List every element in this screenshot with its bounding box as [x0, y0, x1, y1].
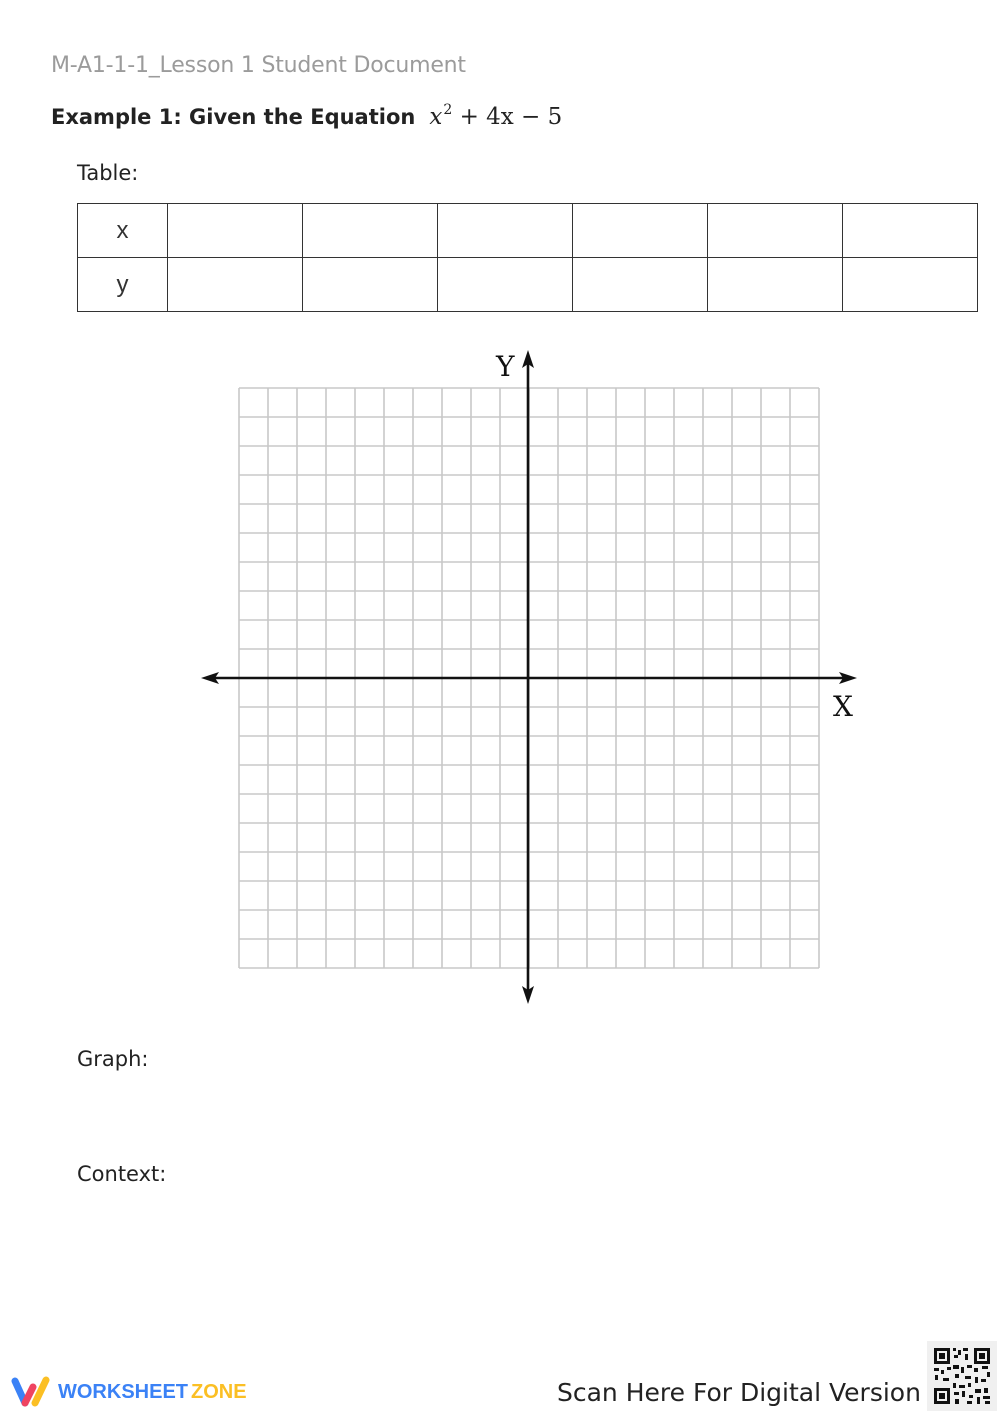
table-cell[interactable] — [843, 258, 978, 312]
table-cell[interactable] — [303, 204, 438, 258]
coordinate-grid — [195, 340, 875, 1020]
table-cell[interactable] — [843, 204, 978, 258]
worksheet-zone-logo-icon — [10, 1375, 52, 1409]
x-axis-label: X — [833, 690, 853, 723]
table-cell[interactable] — [168, 204, 303, 258]
brand-name — [58, 1381, 247, 1404]
document-title: M-A1-1-1_Lesson 1 Student Document — [51, 53, 466, 78]
graph-label: Graph: — [77, 1047, 149, 1071]
row-header-x: x — [78, 204, 168, 258]
equation-rest: + 4x − 5 — [459, 104, 563, 130]
table-row-y — [78, 258, 978, 312]
table-cell[interactable] — [573, 258, 708, 312]
brand-name-part2: ZONE — [191, 1380, 247, 1403]
equation — [429, 102, 562, 130]
example-heading-text: Example 1: Given the Equation — [51, 105, 416, 129]
table-label: Table: — [77, 161, 139, 185]
y-axis-label: Y — [496, 350, 515, 383]
table-cell[interactable] — [438, 258, 573, 312]
equation-base: x — [429, 104, 443, 130]
example-heading — [51, 102, 562, 130]
xy-table — [77, 203, 978, 312]
equation-exponent: 2 — [443, 102, 453, 118]
table-cell[interactable] — [168, 258, 303, 312]
brand-name-part1: WORKSHEET — [58, 1380, 188, 1403]
table-cell[interactable] — [708, 258, 843, 312]
row-header-y: y — [78, 258, 168, 312]
table-cell[interactable] — [438, 204, 573, 258]
qr-code-icon[interactable] — [927, 1341, 997, 1411]
table-row-x — [78, 204, 978, 258]
scan-instruction: Scan Here For Digital Version — [557, 1378, 921, 1407]
table-cell[interactable] — [708, 204, 843, 258]
table-cell[interactable] — [573, 204, 708, 258]
worksheet-zone-logo[interactable] — [10, 1375, 247, 1409]
table-cell[interactable] — [303, 258, 438, 312]
context-label: Context: — [77, 1162, 167, 1186]
